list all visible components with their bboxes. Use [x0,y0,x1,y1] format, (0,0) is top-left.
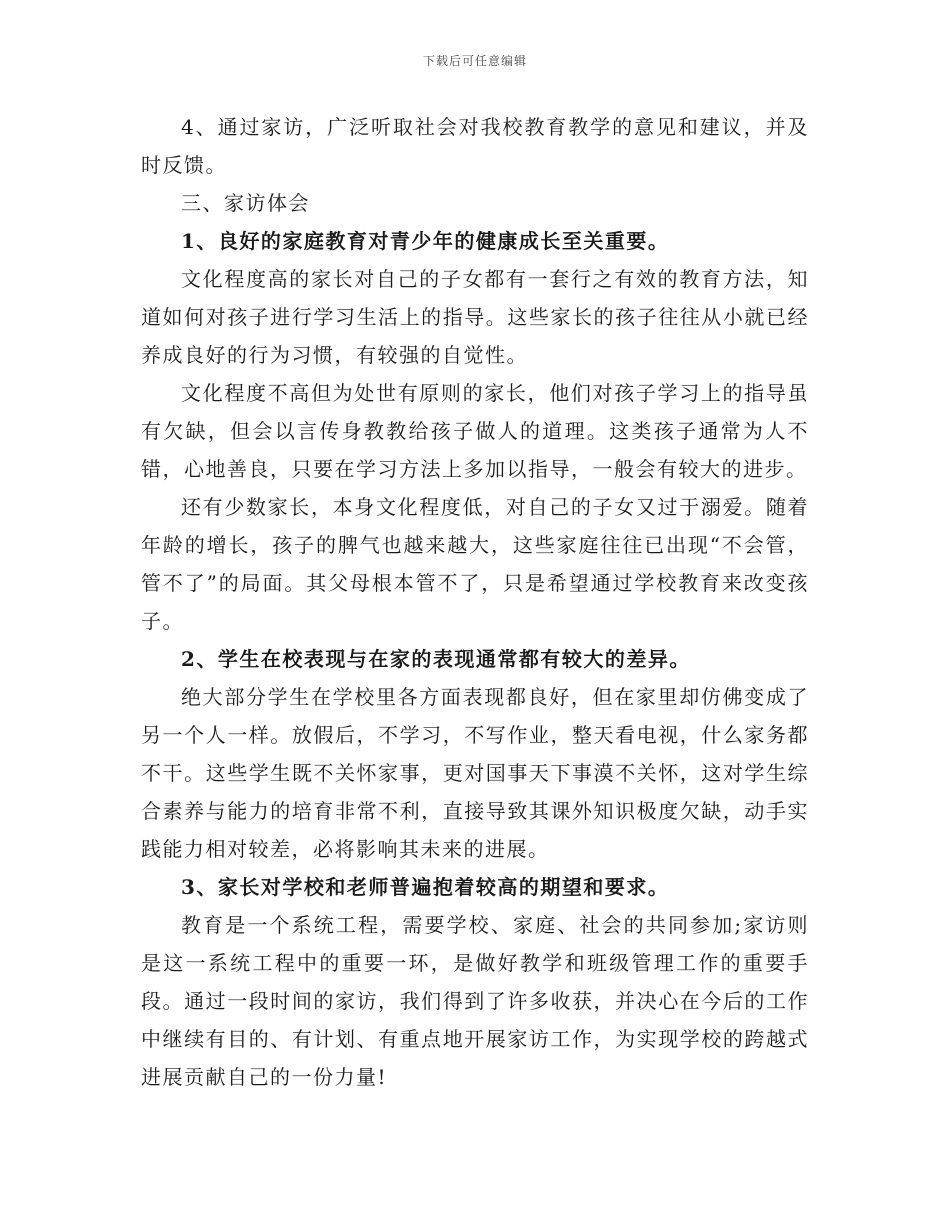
subsection-title-2: 2、学生在校表现与在家的表现通常都有较大的差异。 [181,647,691,671]
section-heading-3: 三、家访体会 [181,191,310,215]
paragraph-2-1: 绝大部分学生在学校里各方面表现都良好，但在家里却仿佛变成了另一个人一样。放假后，不学习，不写作业，整天看电视，什么家务都不干。这些学生既不关怀家事，更对国事天下事漠不关怀，这对学生综合素养与能力的培育非常不利，直接导致其课外知识极度欠缺，动手实践能力相对较差，必将影响其未来的进展。 [141,685,809,861]
document-body [141,108,809,1096]
paragraph-item-4: 4、通过家访，广泛听取社会对我校教育教学的意见和建议，并及时反馈。 [141,115,809,177]
paragraph-1-3: 还有少数家长，本身文化程度低，对自己的子女又过于溺爱。随着年龄的增长，孩子的脾气也越来越大，这些家庭往往已出现“不会管，管不了”的局面。其父母根本管不了，只是希望通过学校教育来改变孩子。 [141,495,809,633]
paragraph-1-2: 文化程度不高但为处世有原则的家长，他们对孩子学习上的指导虽有欠缺，但会以言传身教教给孩子做人的道理。这类孩子通常为人不错，心地善良，只要在学习方法上多加以指导，一般会有较大的进步。 [141,381,809,481]
subsection-title-1: 1、良好的家庭教育对青少年的健康成长至关重要。 [181,229,670,253]
header-note: 下载后可任意编辑 [422,54,527,68]
paragraph-3-1: 教育是一个系统工程，需要学校、家庭、社会的共同参加;家访则是这一系统工程中的重要一环，是做好教学和班级管理工作的重要手段。通过一段时间的家访，我们得到了许多收获，并决心在今后的工作中继续有目的、有计划、有重点地开展家访工作，为实现学校的跨越式进展贡献自己的一份力量! [141,913,809,1089]
paragraph-1-1: 文化程度高的家长对自己的子女都有一套行之有效的教育方法，知道如何对孩子进行学习生活上的指导。这些家长的孩子往往从小就已经养成良好的行为习惯，有较强的自觉性。 [141,267,809,367]
subsection-title-3: 3、家长对学校和老师普遍抱着较高的期望和要求。 [181,875,670,899]
